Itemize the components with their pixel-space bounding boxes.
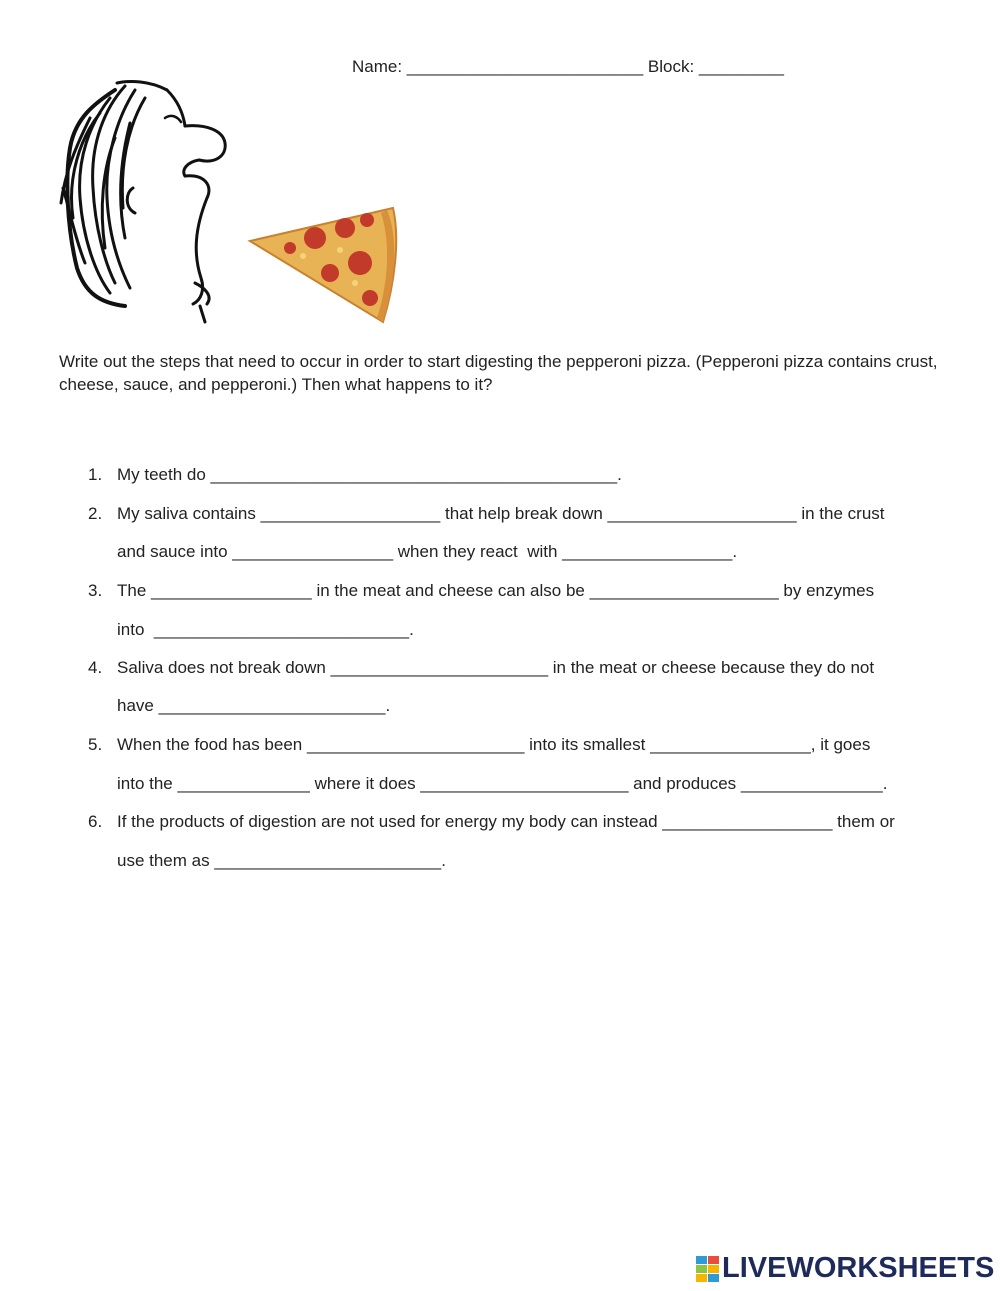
question-line[interactable]: and sauce into _________________ when they react with __________________. [117, 542, 738, 561]
instructions-paragraph: Write out the steps that need to occur in order to start digesting the pepperoni pizza. (Pepperoni pizza contains crust, cheese, sauce, and pepperoni.) Then what happens to it? [59, 352, 938, 394]
liveworksheets-brand [696, 1252, 996, 1286]
question-line[interactable]: My teeth do ___________________________________________. [117, 465, 622, 484]
question-line[interactable]: If the products of digestion are not used for energy my body can instead __________________ them or [117, 812, 895, 831]
question-line[interactable]: use them as ________________________. [117, 851, 446, 870]
name-block-line[interactable]: Name: _________________________ Block: _________ [352, 57, 784, 76]
question-line[interactable]: The _________________ in the meat and cheese can also be ____________________ by enzymes [117, 581, 875, 600]
question-number: 5. [88, 735, 103, 754]
question-number: 4. [88, 658, 103, 677]
liveworksheets-logo-icon [696, 1256, 720, 1282]
question-line[interactable]: Saliva does not break down _______________________ in the meat or cheese because they do not [117, 658, 875, 677]
question-line[interactable]: My saliva contains ___________________ that help break down ____________________ in the crust [117, 504, 885, 523]
question-number: 2. [88, 504, 103, 523]
question-line[interactable]: into ___________________________. [117, 620, 414, 639]
question-number: 3. [88, 581, 103, 600]
question-line[interactable]: into the ______________ where it does ______________________ and produces _______________. [117, 774, 888, 793]
question-number: 1. [88, 465, 103, 484]
brand-text: LIVEWORKSHEETS [722, 1252, 995, 1284]
question-number: 6. [88, 812, 103, 831]
question-line[interactable]: have ________________________. [117, 696, 391, 715]
question-line[interactable]: When the food has been _______________________ into its smallest _________________, it goes [117, 735, 871, 754]
